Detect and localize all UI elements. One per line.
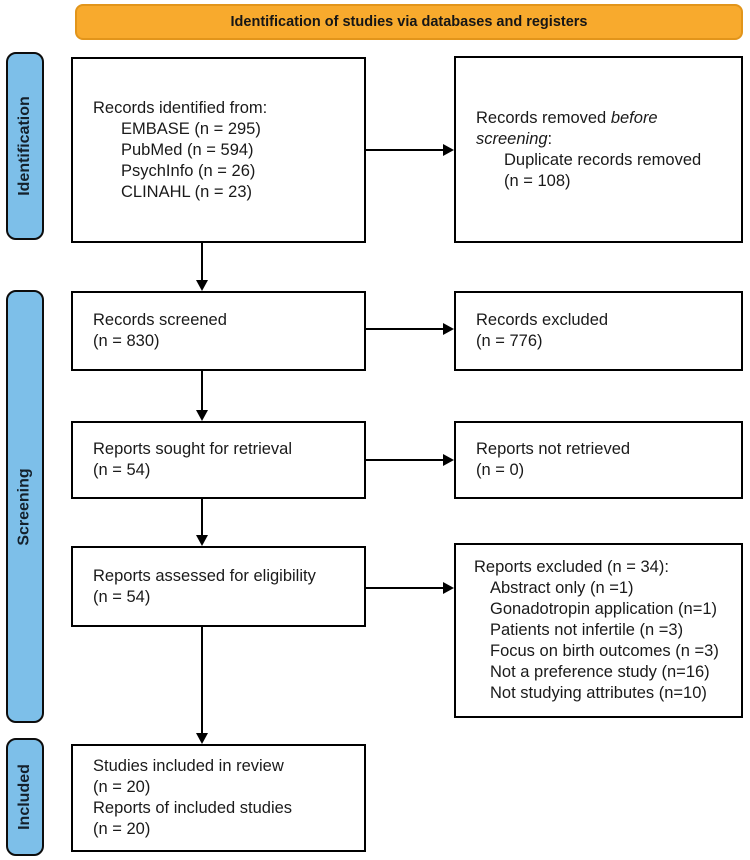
arrow-right-identified-to-removed <box>366 149 443 151</box>
database-count: PsychInfo (n = 26) <box>121 161 256 180</box>
box-title: Records excluded <box>476 311 609 329</box>
box-count: (n = 54) <box>93 587 151 606</box>
exclusion-reason: Not studying attributes (n=10) <box>490 684 707 702</box>
stage-label-included <box>6 738 44 856</box>
stage-label-text: Identification <box>16 96 33 196</box>
box-reports-not-retrieved <box>454 421 743 499</box>
box-count: (n = 0) <box>476 461 525 479</box>
box-count: (n = 20) <box>93 820 151 838</box>
exclusion-reason: Gonadotropin application (n=1) <box>490 600 718 618</box>
exclusion-reason: Not a preference study (n=16) <box>490 663 710 681</box>
arrow-down-assessed-to-included <box>201 627 203 733</box>
stage-label-text: Included <box>16 764 33 830</box>
title-text: Records removed <box>476 108 607 127</box>
box-count: (n = 830) <box>93 332 160 350</box>
box-records-removed-before-screening <box>454 56 743 243</box>
box-title: Reports of included studies <box>93 799 293 817</box>
box-title: Reports assessed for eligibility <box>93 566 316 585</box>
diagram-title: Identification of studies via databases and registers <box>230 14 588 30</box>
stage-label-identification <box>6 52 44 240</box>
box-records-excluded <box>454 291 743 371</box>
title-text: : <box>547 129 553 148</box>
stage-label-text: Screening <box>16 467 34 546</box>
database-count: CLINAHL (n = 23) <box>121 182 252 201</box>
box-studies-included <box>71 744 366 852</box>
exclusion-reason: Focus on birth outcomes (n =3) <box>490 642 719 660</box>
stage-label-screening <box>6 290 44 723</box>
arrow-right-sought-to-not-retrieved <box>366 459 443 461</box>
box-count: (n = 776) <box>476 332 543 350</box>
box-records-screened <box>71 291 366 371</box>
box-title-line <box>476 108 731 129</box>
box-title: Reports excluded (n = 34): <box>474 558 669 576</box>
arrow-down-screened-to-sought <box>201 371 203 410</box>
removal-count: (n = 108) <box>504 171 571 190</box>
title-italic-text: screening <box>476 129 548 148</box>
database-count: PubMed (n = 594) <box>121 140 254 159</box>
removal-reason: Duplicate records removed <box>504 150 702 169</box>
box-title: Studies included in review <box>93 757 284 775</box>
arrow-right-screened-to-excluded <box>366 328 443 330</box>
box-reports-excluded-reasons <box>454 543 743 718</box>
box-title: Records identified from: <box>93 98 268 117</box>
exclusion-reason: Abstract only (n =1) <box>490 579 634 597</box>
database-count: EMBASE (n = 295) <box>121 119 261 138</box>
diagram-title-banner <box>75 4 743 40</box>
box-reports-assessed <box>71 546 366 627</box>
box-title: Reports not retrieved <box>476 440 631 458</box>
arrow-down-identified-to-screened <box>201 243 203 280</box>
box-records-identified <box>71 57 366 243</box>
box-count: (n = 20) <box>93 778 151 796</box>
box-count: (n = 54) <box>93 461 151 479</box>
box-title: Records screened <box>93 311 227 329</box>
box-title: Reports sought for retrieval <box>93 440 293 458</box>
arrow-down-sought-to-assessed <box>201 499 203 535</box>
box-title-line <box>476 129 731 150</box>
box-reports-sought <box>71 421 366 499</box>
title-italic-text: before <box>610 108 658 127</box>
arrow-right-assessed-to-excluded <box>366 587 443 589</box>
exclusion-reason: Patients not infertile (n =3) <box>490 621 684 639</box>
